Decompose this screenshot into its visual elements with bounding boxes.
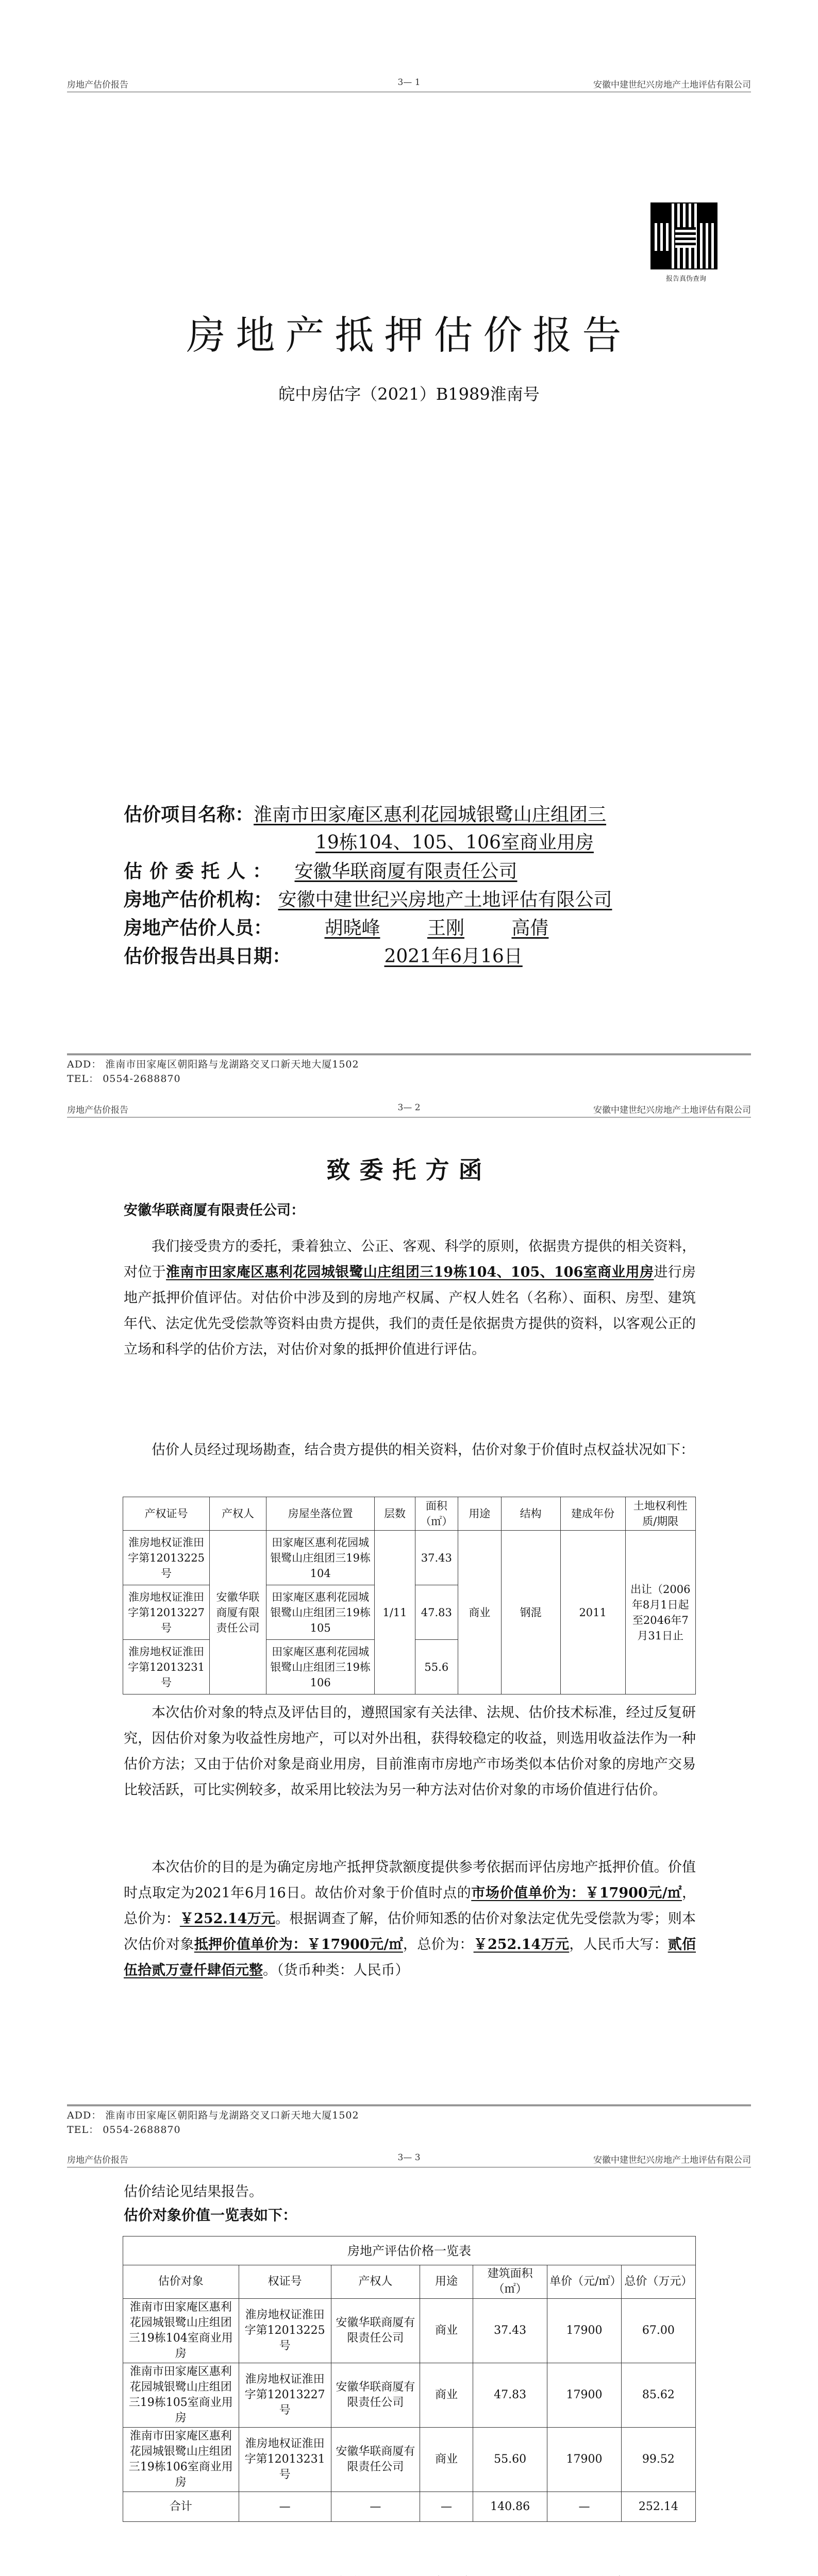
paragraph-1: [124, 1234, 696, 1363]
salutation: 安徽华联商厦有限责任公司：: [124, 1202, 305, 1218]
cell-owner: 安徽华联商厦有限责任公司: [331, 2363, 420, 2428]
p4-e: 。根据调查了解，估价师知悉的估价对象法定优先受偿款为零；则本次估价对象: [124, 1911, 696, 1953]
header-left: 房地产估价报告: [67, 1105, 128, 1115]
col-header: 建筑面积（㎡）: [473, 2265, 547, 2299]
p4-k: 。（货币种类：人民币）: [263, 1962, 409, 1978]
header-page-number: 3— 1: [397, 77, 421, 88]
property-rights-table: [123, 1497, 696, 1694]
cell-dash: —: [547, 2492, 622, 2522]
cell-cert: 淮房地权证淮田字第12013227号: [239, 2363, 331, 2428]
cell-price: 17900: [547, 2428, 622, 2492]
p4-mortgage-unit-price: 抵押价值单价为：￥17900元/㎡: [194, 1937, 403, 1953]
table-row: [123, 1531, 696, 1585]
col-header: 估价对象: [123, 2265, 239, 2299]
project-label: 估价项目名称：: [124, 804, 254, 825]
header-right: 安徽中建世纪兴房地产土地评估有限公司: [593, 1105, 751, 1115]
col-header: 总价（万元）: [621, 2265, 695, 2299]
cell-total-area: 140.86: [473, 2492, 547, 2522]
col-header: 权证号: [239, 2265, 331, 2299]
cell-use: 商业: [420, 2363, 473, 2428]
cell-use: 商业: [420, 2299, 473, 2363]
header-left: 房地产估价报告: [67, 2155, 128, 2165]
letter-title: 致委托方函: [326, 1156, 492, 1184]
cell-total-label: 合计: [123, 2492, 239, 2522]
footer: [67, 1057, 359, 1086]
cell-area: 47.83: [415, 1585, 458, 1640]
cell-object: 淮南市田家庵区惠利花园城银鹭山庄组团三19栋104室商业用房: [123, 2299, 239, 2363]
cell-location: 田家庵区惠利花园城银鹭山庄组团三19栋104: [266, 1531, 374, 1585]
cell-owner: 安徽华联商厦有限责任公司: [331, 2299, 420, 2363]
footer: [67, 2108, 359, 2137]
p4-mortgage-total: ￥252.14万元: [473, 1937, 570, 1953]
cell-owner: 安徽华联商厦有限责任公司: [331, 2428, 420, 2492]
cell-area: 47.83: [473, 2363, 547, 2428]
cell-use: 商业: [420, 2428, 473, 2492]
footer-tel: TEL： 0554-2688870: [67, 1073, 181, 1084]
qr-code-icon[interactable]: [650, 202, 717, 269]
cell-object: 淮南市田家庵区惠利花园城银鹭山庄组团三19栋105室商业用房: [123, 2363, 239, 2428]
p1-location: 淮南市田家庵区惠利花园城银鹭山庄组团三19栋104、105、106室商业用房: [166, 1264, 654, 1280]
report-title: 房地产抵押估价报告: [186, 312, 632, 358]
cell-structure: 钢混: [501, 1531, 560, 1694]
footer-address: ADD： 淮南市田家庵区朝阳路与龙湖路交叉口新天地大厦1502: [67, 2110, 359, 2121]
table-row: [123, 2363, 696, 2428]
qr-caption: 报告真伪查询: [665, 275, 706, 283]
paragraph-4: [124, 1855, 696, 1984]
p1-part-c: 进行房地产抵押价值评估。对估价中涉及到的房地产权属、产权人姓名（名称）、面积、房型、建筑年代、法定优先受偿款等资料由贵方提供，我们的责任是依据贵方提供的资料，以客观公正的立场和科学的估价方法，对估价对象的抵押价值进行评估。: [124, 1264, 696, 1358]
p1-part-a: 我们接受贵方的委托，秉着独立、公正、客观、科学的原则，依据贵方提供的相关资料，对位于: [124, 1239, 696, 1280]
cell-location: 田家庵区惠利花园城银鹭山庄组团三19栋105: [266, 1585, 374, 1640]
cell-total: 99.52: [621, 2428, 695, 2492]
col-header: 产权证号: [123, 1497, 210, 1531]
document-number: 皖中房估字（2021）B1989淮南号: [278, 384, 540, 404]
col-header: 产权人: [331, 2265, 420, 2299]
appraiser-2: 王刚: [427, 918, 464, 939]
col-header: 房屋坐落位置: [266, 1497, 374, 1531]
footer-tel: TEL： 0554-2688870: [67, 2124, 181, 2136]
page-header: [67, 2153, 751, 2168]
p4-market-total: ￥252.14万元: [179, 1911, 275, 1927]
cell-cert: 淮房地权证淮田字第12013231号: [239, 2428, 331, 2492]
project-value-line1: 淮南市田家庵区惠利花园城银鹭山庄组团三: [254, 804, 607, 825]
col-header: 土地权利性质/期限: [625, 1497, 695, 1531]
cell-owner: 安徽华联商厦有限责任公司: [210, 1531, 266, 1694]
p4-i: ，人民币大写：: [569, 1937, 668, 1953]
col-header: 层数: [375, 1497, 415, 1531]
page-1: [0, 0, 818, 1097]
footer-rule: [67, 2105, 751, 2106]
paragraph-5: 估价结论见结果报告。: [124, 2184, 263, 2200]
table-total-row: [123, 2492, 696, 2522]
client-value: 安徽华联商厦有限责任公司: [294, 861, 517, 882]
appraisers-label: 房地产估价人员：: [124, 917, 273, 939]
date-label: 估价报告出具日期：: [124, 945, 291, 967]
client-row: [124, 858, 742, 885]
col-header: 建成年份: [560, 1497, 625, 1531]
agency-row: [124, 886, 742, 913]
cell-dash: —: [239, 2492, 331, 2522]
cell-grand-total: 252.14: [621, 2492, 695, 2522]
col-header: 产权人: [210, 1497, 266, 1531]
cell-cert: 淮房地权证淮田字第12013227号: [123, 1585, 210, 1640]
cell-dash: —: [331, 2492, 420, 2522]
footer-address: ADD： 淮南市田家庵区朝阳路与龙湖路交叉口新天地大厦1502: [67, 1059, 359, 1070]
cell-cert: 淮房地权证淮田字第12013225号: [239, 2299, 331, 2363]
table-caption: 房地产评估价格一览表: [123, 2236, 696, 2265]
cell-cert: 淮房地权证淮田字第12013231号: [123, 1640, 210, 1694]
page-header: [67, 77, 751, 93]
cell-total: 67.00: [621, 2299, 695, 2363]
header-right: 安徽中建世纪兴房地产土地评估有限公司: [593, 80, 751, 90]
p4-amount-in-words: 贰佰伍拾贰万壹仟肆佰元整: [124, 1937, 696, 1978]
page-header: [67, 1103, 751, 1118]
paragraph-2: 估价人员经过现场勘查，结合贵方提供的相关资料，估价对象于价值时点权益状况如下：: [152, 1442, 694, 1458]
col-header: 单价（元/㎡）: [547, 2265, 622, 2299]
project-name-row: [124, 801, 742, 828]
col-header: 面积（㎡）: [415, 1497, 458, 1531]
cell-dash: —: [420, 2492, 473, 2522]
cell-price: 17900: [547, 2363, 622, 2428]
cell-area: 55.60: [473, 2428, 547, 2492]
cell-land: 出让（2006年8月1日起至2046年7月31日止: [625, 1531, 695, 1694]
cell-cert: 淮房地权证淮田字第12013225号: [123, 1531, 210, 1585]
date-row: [124, 943, 742, 970]
paragraph-3: 本次估价对象的特点及评估目的，遵照国家有关法律、法规、估价技术标准，经过反复研究，因估价对象为收益性房地产，可以对外出租，获得较稳定的收益，则选用收益法作为一种估价方法；又由于估价对象是商业用房，目前淮南市房地产市场类似本估价对象的房地产交易比较活跃，可比实例较多，故采用比较法为另一种方法对估价对象的市场价值进行估价。: [124, 1705, 696, 1798]
cell-price: 17900: [547, 2299, 622, 2363]
appraiser-3: 高倩: [511, 918, 549, 939]
agency-value: 安徽中建世纪兴房地产土地评估有限公司: [278, 889, 612, 910]
p4-g: ，总价为：: [403, 1937, 474, 1953]
header-left: 房地产估价报告: [67, 80, 128, 90]
appraisers-row: [124, 914, 742, 942]
summary-title: 估价对象价值一览表如下：: [124, 2207, 297, 2224]
header-page-number: 3— 2: [397, 1103, 421, 1113]
cell-area: 55.6: [415, 1640, 458, 1694]
header-right: 安徽中建世纪兴房地产土地评估有限公司: [593, 2155, 751, 2165]
cell-total: 85.62: [621, 2363, 695, 2428]
cell-use: 商业: [458, 1531, 502, 1694]
cell-floors: 1/11: [375, 1531, 415, 1694]
valuation-summary-table: [123, 2236, 696, 2522]
col-header: 用途: [458, 1497, 502, 1531]
cell-year: 2011: [560, 1531, 625, 1694]
agency-label: 房地产估价机构：: [124, 889, 273, 910]
header-page-number: 3— 3: [397, 2153, 421, 2163]
project-name-row-2: [315, 829, 728, 856]
cell-location: 田家庵区惠利花园城银鹭山庄组团三19栋106: [266, 1640, 374, 1694]
col-header: 用途: [420, 2265, 473, 2299]
p4-c: ，总价为：: [124, 1885, 696, 1927]
footer-rule: [67, 1054, 751, 1055]
date-value: 2021年6月16日: [384, 946, 523, 967]
table-row: [123, 2428, 696, 2492]
cell-area: 37.43: [415, 1531, 458, 1585]
p4-market-unit-price: 市场价值单价为：￥17900元/㎡: [471, 1885, 682, 1901]
cell-area: 37.43: [473, 2299, 547, 2363]
project-value-line2: 19栋104、105、106室商业用房: [315, 832, 594, 853]
p4-a: 本次估价的目的是为确定房地产抵押贷款额度提供参考依据而评估房地产抵押价值。价值时点取定为2021年6月16日。故估价对象于价值时点的: [124, 1859, 696, 1901]
cell-object: 淮南市田家庵区惠利花园城银鹭山庄组团三19栋106室商业用房: [123, 2428, 239, 2492]
col-header: 结构: [501, 1497, 560, 1531]
signature-company: [335, 2573, 641, 2576]
appraiser-1: 胡晓峰: [324, 918, 380, 939]
client-label: 估价委托人：: [124, 860, 279, 882]
table-row: [123, 2299, 696, 2363]
